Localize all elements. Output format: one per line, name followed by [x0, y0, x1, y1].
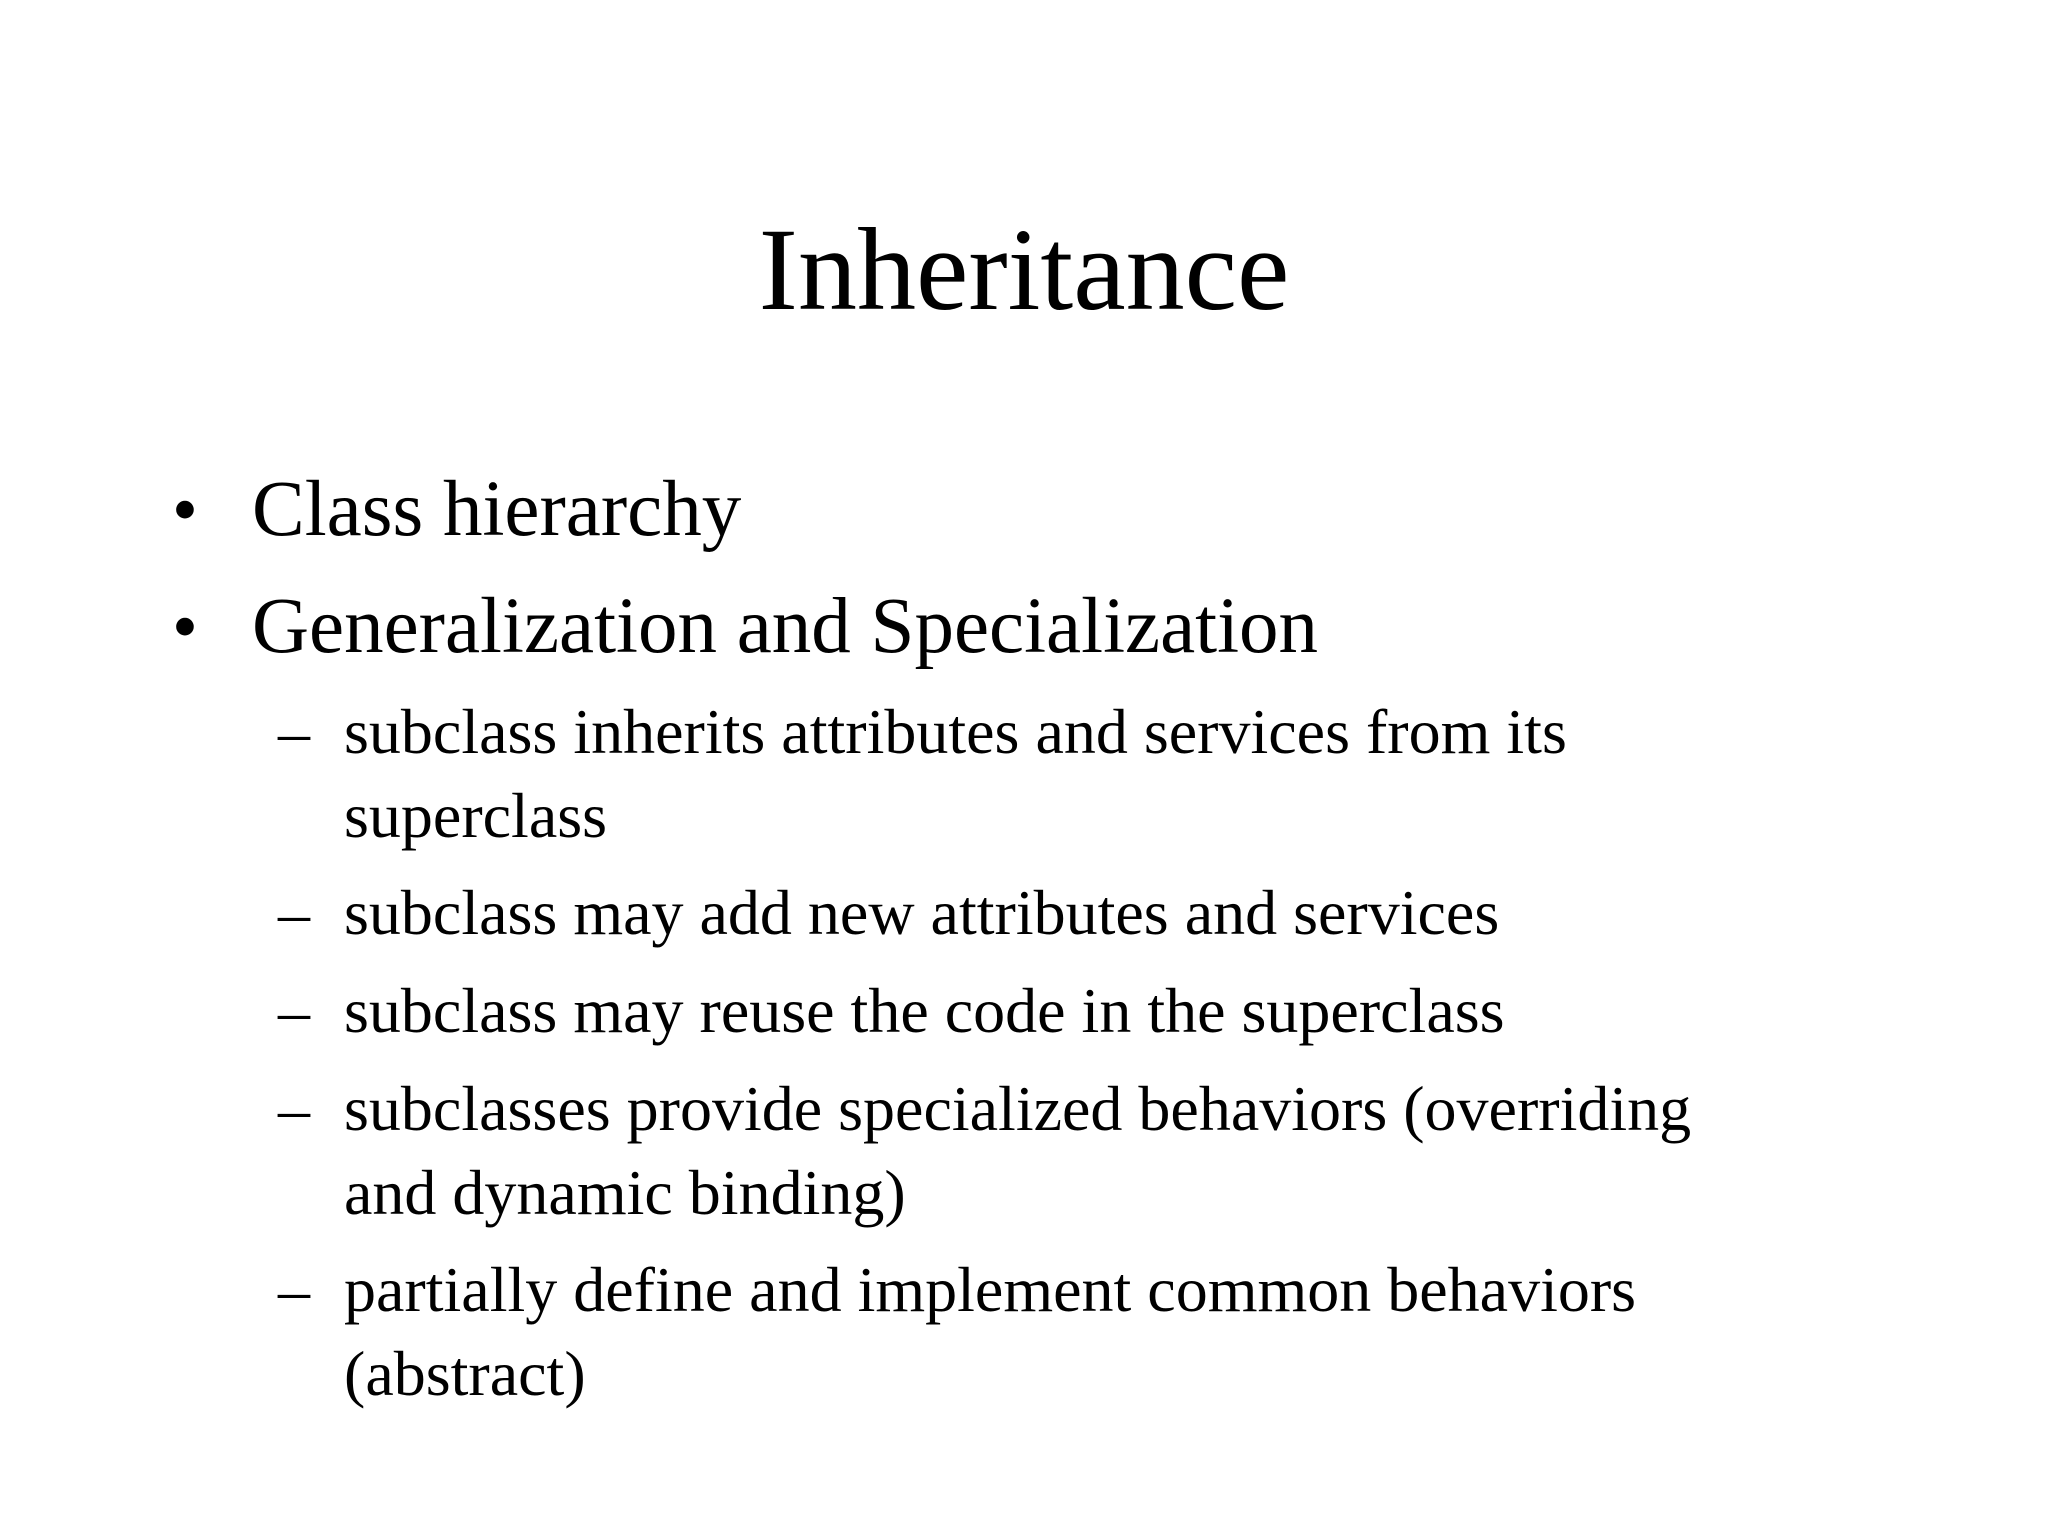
- bullet-marker: •: [172, 469, 198, 551]
- subbullet-marker: –: [278, 877, 310, 948]
- subbullet-text: partially define and implement common behaviors (abstract): [344, 1254, 1637, 1409]
- subbullet-text: subclass may add new attributes and services: [344, 877, 1500, 948]
- bullet-text: Generalization and Specialization: [252, 583, 1319, 670]
- subbullet-marker: –: [278, 1073, 310, 1144]
- subbullet-text: subclass inherits attributes and services from its superclass: [344, 696, 1567, 851]
- subbullet-marker: –: [278, 975, 310, 1046]
- subbullet-marker: –: [278, 696, 310, 767]
- subbullet-text: subclasses provide specialized behaviors (overriding and dynamic binding): [344, 1073, 1692, 1228]
- subbullet-marker: –: [278, 1254, 310, 1325]
- subbullet-text: subclass may reuse the code in the superclass: [344, 975, 1505, 1046]
- slide-title: Inheritance: [758, 204, 1290, 335]
- bullet-marker: •: [172, 586, 198, 668]
- bullet-text: Class hierarchy: [252, 466, 742, 553]
